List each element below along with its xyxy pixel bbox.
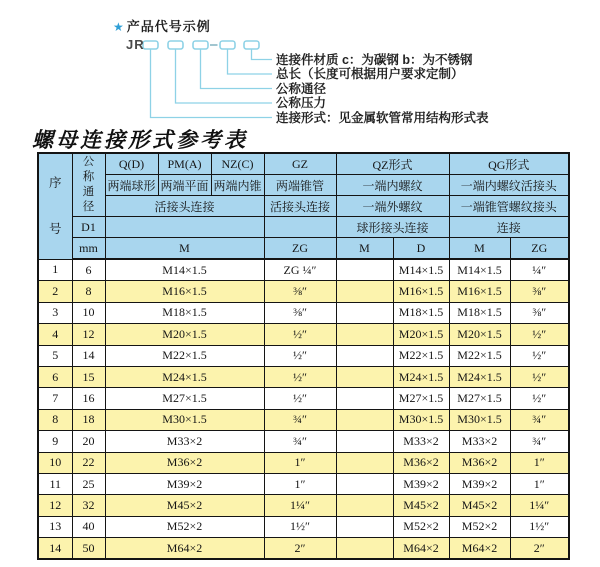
header-sub-zg: ZG: [264, 238, 336, 260]
connector-line-diameter: [201, 49, 273, 89]
cell-qg-zg: ¾″: [510, 409, 569, 430]
table-row: [38, 473, 569, 494]
connector-line-length: [228, 49, 273, 74]
cell-qg-zg: ½″: [510, 388, 569, 409]
header-d1: D1: [72, 217, 105, 238]
cell-seq: 6: [38, 366, 72, 387]
cell-qz-d: M33×2: [393, 431, 449, 452]
cell-d1: 22: [72, 452, 105, 473]
cell-qg-zg: 1″: [510, 473, 569, 494]
cell-gz-zg: 1″: [264, 452, 336, 473]
header-qz-desc2: 一端外螺纹: [336, 196, 449, 217]
cell-qz-d: M27×1.5: [393, 388, 449, 409]
cell-qz-m: [336, 366, 393, 387]
cell-d1: 18: [72, 409, 105, 430]
cell-d1: 25: [72, 473, 105, 494]
header-nzc-desc: 两端内锥: [211, 175, 264, 196]
cell-qg-m: M14×1.5: [449, 259, 510, 281]
cell-qz-m: [336, 281, 393, 302]
cell-gz-zg: ZG ¼″: [264, 259, 336, 281]
cell-qz-m: [336, 538, 393, 560]
table-row: [38, 281, 569, 302]
cell-d1: 15: [72, 366, 105, 387]
star-icon: ★: [113, 20, 125, 34]
cell-d1: 32: [72, 495, 105, 516]
diagram-heading: [113, 16, 211, 35]
cell-seq: 14: [38, 538, 72, 560]
cell-qz-d: M52×2: [393, 516, 449, 537]
cell-qg-zg: ½″: [510, 324, 569, 345]
cell-d1: 16: [72, 388, 105, 409]
table-header: [38, 153, 569, 259]
label-nominal-diameter: 公称通径: [276, 82, 327, 96]
cell-gz-zg: 1″: [264, 473, 336, 494]
cell-m: M52×2: [105, 516, 264, 537]
cell-qz-d: M14×1.5: [393, 259, 449, 281]
cell-m: M14×1.5: [105, 259, 264, 281]
cell-m: M36×2: [105, 452, 264, 473]
cell-qg-zg: 1¼″: [510, 495, 569, 516]
header-qz-desc3: 球形接头连接: [336, 217, 449, 238]
cell-m: M45×2: [105, 495, 264, 516]
cell-qz-d: M16×1.5: [393, 281, 449, 302]
cell-gz-zg: ½″: [264, 345, 336, 366]
header-sub-qz-m: M: [336, 238, 393, 260]
cell-gz-zg: ¾″: [264, 409, 336, 430]
page-title: 螺母连接形式参考表: [32, 128, 248, 152]
table-row: [38, 409, 569, 430]
header-gz-desc: 两端锥管: [264, 175, 336, 196]
table-row: [38, 366, 569, 387]
cell-qz-d: M45×2: [393, 495, 449, 516]
cell-qz-m: [336, 473, 393, 494]
label-connection-form: 连接形式：见金属软管常用结构形式表: [276, 111, 489, 125]
cell-gz-zg: ⅜″: [264, 281, 336, 302]
cell-gz-zg: 2″: [264, 538, 336, 560]
cell-d1: 6: [72, 259, 105, 281]
code-box-2: [168, 41, 183, 49]
cell-m: M18×1.5: [105, 302, 264, 323]
cell-gz-zg: ½″: [264, 388, 336, 409]
cell-qz-m: [336, 495, 393, 516]
cell-m: M16×1.5: [105, 281, 264, 302]
header-qg-desc1: 一端内螺纹活接头: [449, 175, 569, 196]
cell-gz-zg: ¾″: [264, 431, 336, 452]
cell-qz-d: M24×1.5: [393, 366, 449, 387]
cell-qz-d: M30×1.5: [393, 409, 449, 430]
cell-qg-m: M52×2: [449, 516, 510, 537]
table-row: [38, 516, 569, 537]
cell-seq: 10: [38, 452, 72, 473]
cell-seq: 4: [38, 324, 72, 345]
cell-qz-m: [336, 431, 393, 452]
cell-d1: 20: [72, 431, 105, 452]
cell-qz-m: [336, 452, 393, 473]
cell-qg-m: M39×2: [449, 473, 510, 494]
cell-qz-d: M20×1.5: [393, 324, 449, 345]
table-body: [38, 259, 569, 559]
cell-gz-zg: 1½″: [264, 516, 336, 537]
header-unit-mm: mm: [72, 238, 105, 260]
cell-seq: 11: [38, 473, 72, 494]
code-box-3: [193, 41, 208, 49]
header-qg: QG形式: [449, 153, 569, 175]
cell-m: M39×2: [105, 473, 264, 494]
header-gz: GZ: [264, 153, 336, 175]
table-row: [38, 388, 569, 409]
cell-qz-d: M64×2: [393, 538, 449, 560]
cell-qz-d: M22×1.5: [393, 345, 449, 366]
header-pma-desc: 两端平面: [158, 175, 211, 196]
header-row-3: [38, 196, 569, 217]
cell-d1: 8: [72, 281, 105, 302]
cell-seq: 7: [38, 388, 72, 409]
cell-qg-zg: 2″: [510, 538, 569, 560]
header-seq: 序号: [38, 153, 72, 259]
cell-d1: 10: [72, 302, 105, 323]
cell-seq: 12: [38, 495, 72, 516]
cell-d1: 50: [72, 538, 105, 560]
cell-qg-zg: 1″: [510, 452, 569, 473]
header-row-1: [38, 153, 569, 175]
cell-seq: 2: [38, 281, 72, 302]
header-nominal-diameter: 公称通径: [72, 153, 105, 217]
header-pma: PM(A): [158, 153, 211, 175]
cell-qg-m: M36×2: [449, 452, 510, 473]
header-empty-gz: [264, 217, 336, 238]
cell-qg-zg: ⅜″: [510, 281, 569, 302]
nut-connection-table: [37, 152, 570, 560]
cell-qg-zg: ¼″: [510, 259, 569, 281]
header-qg-desc3: 连接: [449, 217, 569, 238]
cell-qg-m: M27×1.5: [449, 388, 510, 409]
cell-m: M33×2: [105, 431, 264, 452]
cell-m: M24×1.5: [105, 366, 264, 387]
table-row: [38, 302, 569, 323]
cell-d1: 40: [72, 516, 105, 537]
cell-seq: 8: [38, 409, 72, 430]
header-sub-qg-zg: ZG: [510, 238, 569, 260]
cell-qz-m: [336, 302, 393, 323]
table-row: [38, 431, 569, 452]
header-qz-desc1: 一端内螺纹: [336, 175, 449, 196]
cell-qz-m: [336, 345, 393, 366]
code-box-4: [220, 41, 235, 49]
table-row: [38, 345, 569, 366]
cell-qz-m: [336, 516, 393, 537]
cell-qz-m: [336, 409, 393, 430]
header-gz-connection: 活接头连接: [264, 196, 336, 217]
cell-seq: 13: [38, 516, 72, 537]
cell-m: M27×1.5: [105, 388, 264, 409]
table-row: [38, 324, 569, 345]
cell-qg-m: M16×1.5: [449, 281, 510, 302]
cell-d1: 14: [72, 345, 105, 366]
cell-qg-m: M20×1.5: [449, 324, 510, 345]
table-row: [38, 495, 569, 516]
cell-gz-zg: ⅜″: [264, 302, 336, 323]
header-empty-m: [105, 217, 264, 238]
table-row: [38, 538, 569, 560]
header-qd-desc: 两端球形: [105, 175, 158, 196]
connector-line-material: [252, 49, 273, 60]
cell-qg-m: M22×1.5: [449, 345, 510, 366]
cell-qg-m: M45×2: [449, 495, 510, 516]
header-sub-qg-m: M: [449, 238, 510, 260]
cell-gz-zg: 1¼″: [264, 495, 336, 516]
label-connector-material: 连接件材质 c：为碳钢 b：为不锈钢: [276, 53, 473, 67]
header-union-connection: 活接头连接: [105, 196, 264, 217]
header-nzc: NZ(C): [211, 153, 264, 175]
cell-seq: 1: [38, 259, 72, 281]
cell-qz-d: M36×2: [393, 452, 449, 473]
cell-qz-m: [336, 259, 393, 281]
header-row-5: [38, 238, 569, 260]
cell-gz-zg: ½″: [264, 366, 336, 387]
header-qd: Q(D): [105, 153, 158, 175]
cell-qg-zg: 1½″: [510, 516, 569, 537]
cell-m: M20×1.5: [105, 324, 264, 345]
header-sub-qz-d: D: [393, 238, 449, 260]
header-row-4: [38, 217, 569, 238]
cell-qg-m: M33×2: [449, 431, 510, 452]
label-total-length: 总长（长度可根据用户要求定制）: [276, 67, 464, 81]
cell-qg-m: M24×1.5: [449, 366, 510, 387]
code-box-1: [143, 41, 158, 49]
header-qz: QZ形式: [336, 153, 449, 175]
cell-qg-zg: ½″: [510, 345, 569, 366]
header-sub-m: M: [105, 238, 264, 260]
cell-qg-m: M30×1.5: [449, 409, 510, 430]
cell-qz-d: M39×2: [393, 473, 449, 494]
cell-qg-m: M64×2: [449, 538, 510, 560]
cell-d1: 12: [72, 324, 105, 345]
header-qg-desc2: 一端锥管螺纹接头: [449, 196, 569, 217]
cell-seq: 9: [38, 431, 72, 452]
cell-gz-zg: ½″: [264, 324, 336, 345]
code-prefix: JR: [126, 37, 145, 52]
cell-m: M30×1.5: [105, 409, 264, 430]
cell-m: M64×2: [105, 538, 264, 560]
cell-qz-m: [336, 324, 393, 345]
cell-qg-zg: ⅜″: [510, 302, 569, 323]
cell-qg-zg: ½″: [510, 366, 569, 387]
diagram-heading-text: 产品代号示例: [126, 19, 211, 34]
label-nominal-pressure: 公称压力: [276, 96, 327, 110]
header-row-2: [38, 175, 569, 196]
connector-line-pressure: [176, 49, 273, 103]
code-box-5: [244, 41, 259, 49]
cell-qz-m: [336, 388, 393, 409]
cell-qg-m: M18×1.5: [449, 302, 510, 323]
table-row: [38, 259, 569, 281]
cell-m: M22×1.5: [105, 345, 264, 366]
cell-qg-zg: ¾″: [510, 431, 569, 452]
cell-seq: 3: [38, 302, 72, 323]
cell-qz-d: M18×1.5: [393, 302, 449, 323]
table-row: [38, 452, 569, 473]
cell-seq: 5: [38, 345, 72, 366]
